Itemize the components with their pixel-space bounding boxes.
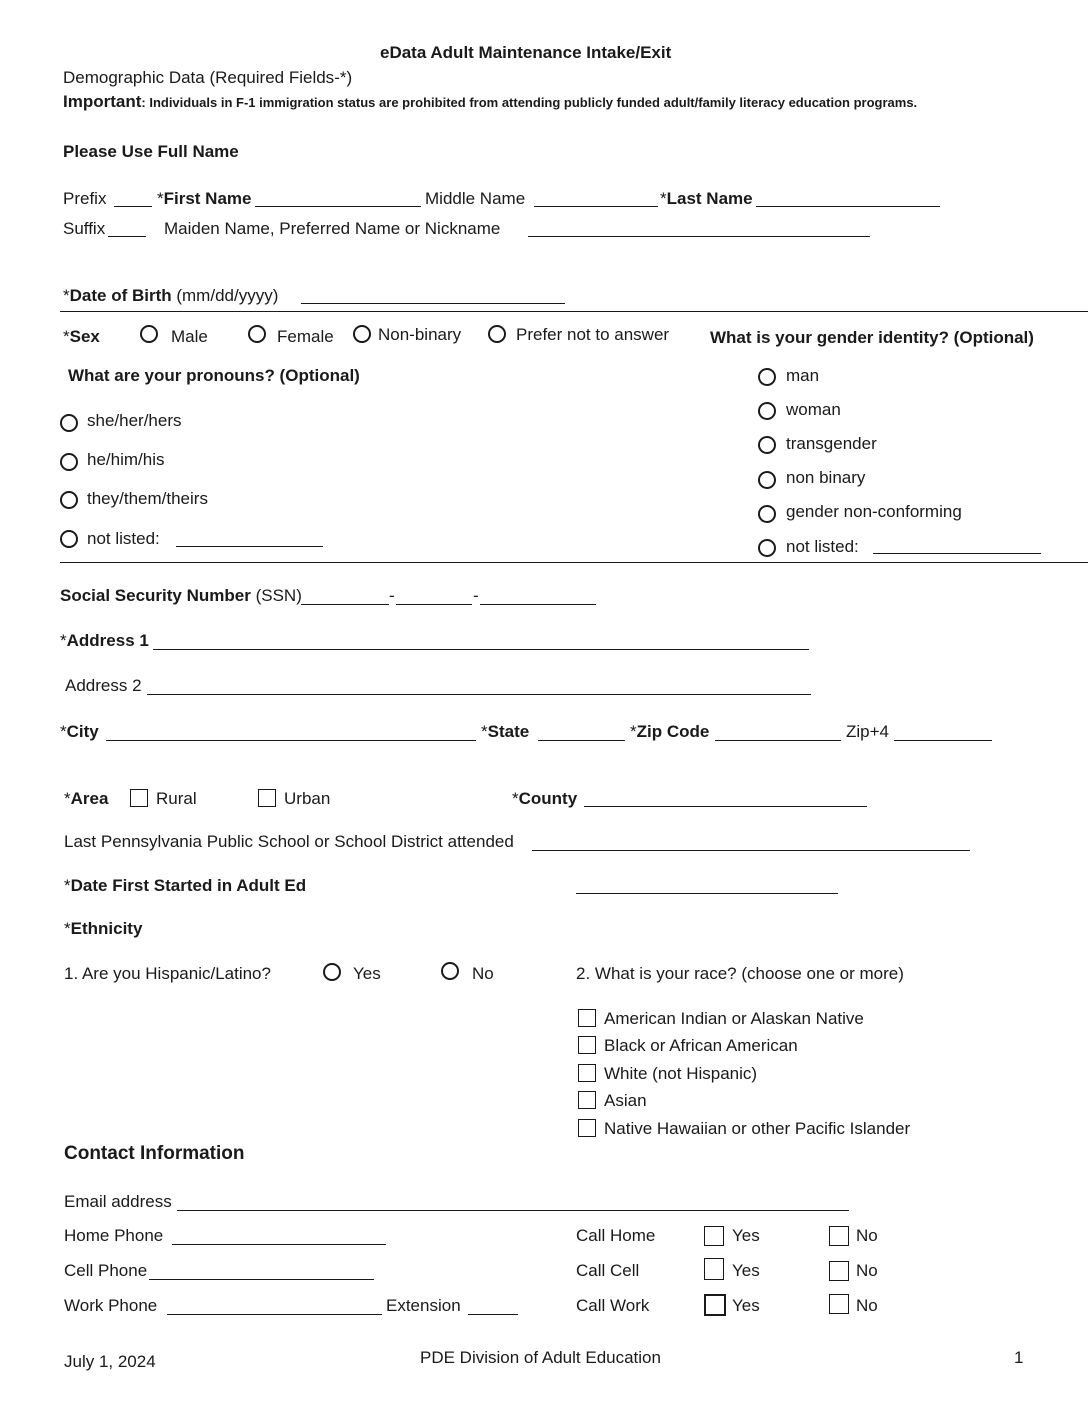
address1-label: *Address 1	[60, 631, 149, 650]
area-rural-label: Rural	[156, 789, 197, 808]
sex-label: *Sex	[63, 327, 100, 346]
gender-nonconforming-label: gender non-conforming	[786, 502, 962, 521]
pronoun-he-radio[interactable]	[60, 453, 78, 471]
important-notice	[63, 92, 917, 113]
pronouns-heading: What are your pronouns? (Optional)	[68, 366, 360, 385]
work-phone-field[interactable]	[167, 1314, 382, 1315]
pronoun-she-label: she/her/hers	[87, 411, 182, 430]
area-urban-label: Urban	[284, 789, 331, 808]
call-cell-yes-checkbox[interactable]	[704, 1258, 724, 1280]
ssn-field-3[interactable]	[480, 604, 596, 605]
gender-not-listed-radio[interactable]	[758, 539, 776, 557]
section-divider	[60, 562, 1088, 563]
address2-field[interactable]	[147, 694, 811, 695]
call-cell-no-label: No	[856, 1261, 878, 1280]
race-pacific-islander-label: Native Hawaiian or other Pacific Islander	[604, 1119, 911, 1138]
cell-phone-label: Cell Phone	[64, 1261, 148, 1280]
extension-label: Extension	[386, 1296, 461, 1315]
last-name-field[interactable]	[756, 206, 940, 207]
gender-transgender-radio[interactable]	[758, 436, 776, 454]
school-label: Last Pennsylvania Public School or School District attended	[64, 832, 514, 851]
home-phone-field[interactable]	[172, 1244, 386, 1245]
dob-label: *Date of Birth (mm/dd/yyyy)	[63, 286, 279, 305]
state-label: *State	[481, 722, 530, 741]
city-label: *City	[60, 722, 99, 741]
cell-phone-field[interactable]	[149, 1279, 374, 1280]
email-label: Email address	[64, 1192, 172, 1211]
school-field[interactable]	[532, 850, 970, 851]
page-number: 1	[1014, 1348, 1024, 1367]
footer-division: PDE Division of Adult Education	[420, 1348, 661, 1367]
page-subtitle: Demographic Data (Required Fields-*)	[63, 68, 353, 87]
middle-name-field[interactable]	[534, 206, 658, 207]
call-work-yes-checkbox[interactable]	[704, 1294, 726, 1316]
call-cell-yes-label: Yes	[732, 1261, 760, 1280]
hispanic-question: 1. Are you Hispanic/Latino?	[64, 964, 271, 983]
call-cell-label: Call Cell	[576, 1261, 640, 1280]
last-name-label: *Last Name	[660, 189, 753, 208]
gender-woman-label: woman	[786, 400, 841, 419]
sex-prefer-not-label: Prefer not to answer	[516, 325, 670, 344]
home-phone-label: Home Phone	[64, 1226, 164, 1245]
state-field[interactable]	[538, 740, 625, 741]
work-phone-label: Work Phone	[64, 1296, 158, 1315]
gender-woman-radio[interactable]	[758, 402, 776, 420]
call-home-label: Call Home	[576, 1226, 656, 1245]
gender-transgender-label: transgender	[786, 434, 877, 453]
area-rural-checkbox[interactable]	[130, 789, 148, 807]
sex-female-radio[interactable]	[248, 325, 266, 343]
email-field[interactable]	[177, 1210, 849, 1211]
suffix-field[interactable]	[108, 236, 146, 237]
date-started-label: *Date First Started in Adult Ed	[64, 876, 307, 895]
maiden-name-field[interactable]	[528, 236, 870, 237]
sex-male-radio[interactable]	[140, 325, 158, 343]
address1-field[interactable]	[153, 649, 809, 650]
call-home-no-label: No	[856, 1226, 878, 1245]
zip4-label: Zip+4	[846, 722, 889, 741]
pronoun-not-listed-radio[interactable]	[60, 530, 78, 548]
call-work-yes-label: Yes	[732, 1296, 760, 1315]
gender-man-radio[interactable]	[758, 368, 776, 386]
gender-nonconforming-radio[interactable]	[758, 505, 776, 523]
hispanic-yes-label: Yes	[353, 964, 381, 983]
sex-prefer-not-radio[interactable]	[488, 325, 506, 343]
call-home-no-checkbox[interactable]	[829, 1226, 849, 1246]
race-white-checkbox[interactable]	[578, 1064, 596, 1082]
footer-date: July 1, 2024	[64, 1352, 156, 1371]
first-name-field[interactable]	[255, 206, 421, 207]
race-black-label: Black or African American	[604, 1036, 798, 1055]
pronoun-not-listed-field[interactable]	[176, 546, 323, 547]
suffix-label: Suffix	[63, 219, 106, 238]
gender-nonbinary-label: non binary	[786, 468, 866, 487]
race-question: 2. What is your race? (choose one or more)	[576, 964, 904, 983]
race-asian-checkbox[interactable]	[578, 1091, 596, 1109]
call-work-no-label: No	[856, 1296, 878, 1315]
hispanic-yes-radio[interactable]	[323, 963, 341, 981]
ssn-field-2[interactable]	[396, 604, 472, 605]
hispanic-no-radio[interactable]	[441, 962, 459, 980]
pronoun-they-radio[interactable]	[60, 491, 78, 509]
call-work-no-checkbox[interactable]	[829, 1294, 849, 1314]
race-american-indian-checkbox[interactable]	[578, 1009, 596, 1027]
county-field[interactable]	[584, 806, 867, 807]
gender-nonbinary-radio[interactable]	[758, 471, 776, 489]
call-work-label: Call Work	[576, 1296, 650, 1315]
name-heading: Please Use Full Name	[63, 142, 239, 161]
important-label: Important	[63, 92, 142, 111]
extension-field[interactable]	[468, 1314, 518, 1315]
race-pacific-islander-checkbox[interactable]	[578, 1119, 596, 1137]
city-field[interactable]	[106, 740, 476, 741]
sex-female-label: Female	[277, 327, 334, 346]
prefix-label: Prefix	[63, 189, 107, 208]
pronoun-he-label: he/him/his	[87, 450, 165, 469]
ethnicity-heading: *Ethnicity	[64, 919, 143, 938]
sex-nonbinary-radio[interactable]	[353, 325, 371, 343]
maiden-name-label: Maiden Name, Preferred Name or Nickname	[164, 219, 501, 238]
zip-label: *Zip Code	[630, 722, 710, 741]
contact-heading: Contact Information	[64, 1143, 245, 1164]
call-home-yes-checkbox[interactable]	[704, 1226, 724, 1246]
pronoun-she-radio[interactable]	[60, 414, 78, 432]
date-started-field[interactable]	[576, 893, 838, 894]
race-american-indian-label: American Indian or Alaskan Native	[604, 1009, 864, 1028]
gender-man-label: man	[786, 366, 820, 385]
sex-nonbinary-label: Non-binary	[378, 325, 462, 344]
middle-name-label: Middle Name	[425, 189, 526, 208]
race-white-label: White (not Hispanic)	[604, 1064, 758, 1083]
prefix-field[interactable]	[114, 206, 152, 207]
important-text: : Individuals in F-1 immigration status are prohibited from attending publicly funded adult/family literacy education programs.	[141, 95, 918, 110]
call-home-yes-label: Yes	[732, 1226, 760, 1245]
county-label: *County	[512, 789, 578, 808]
gender-identity-heading: What is your gender identity? (Optional)	[710, 328, 1034, 347]
sex-male-label: Male	[171, 327, 208, 346]
section-divider	[60, 311, 1088, 312]
zip-field[interactable]	[715, 740, 841, 741]
gender-not-listed-label: not listed:	[786, 537, 859, 556]
area-label: *Area	[64, 789, 109, 808]
ssn-dash: -	[473, 586, 479, 605]
area-urban-checkbox[interactable]	[258, 789, 276, 807]
first-name-label: *First Name	[157, 189, 252, 208]
dob-field[interactable]	[301, 303, 565, 304]
pronoun-not-listed-label: not listed:	[87, 529, 160, 548]
address2-label: Address 2	[65, 676, 142, 695]
ssn-label: Social Security Number (SSN)	[60, 586, 302, 605]
race-black-checkbox[interactable]	[578, 1036, 596, 1054]
race-asian-label: Asian	[604, 1091, 647, 1110]
page-title: eData Adult Maintenance Intake/Exit	[380, 43, 672, 62]
call-cell-no-checkbox[interactable]	[829, 1261, 849, 1281]
ssn-dash: -	[389, 586, 395, 605]
zip4-field[interactable]	[894, 740, 992, 741]
ssn-field-1[interactable]	[301, 604, 389, 605]
gender-not-listed-field[interactable]	[873, 553, 1041, 554]
pronoun-they-label: they/them/theirs	[87, 489, 208, 508]
hispanic-no-label: No	[472, 964, 494, 983]
